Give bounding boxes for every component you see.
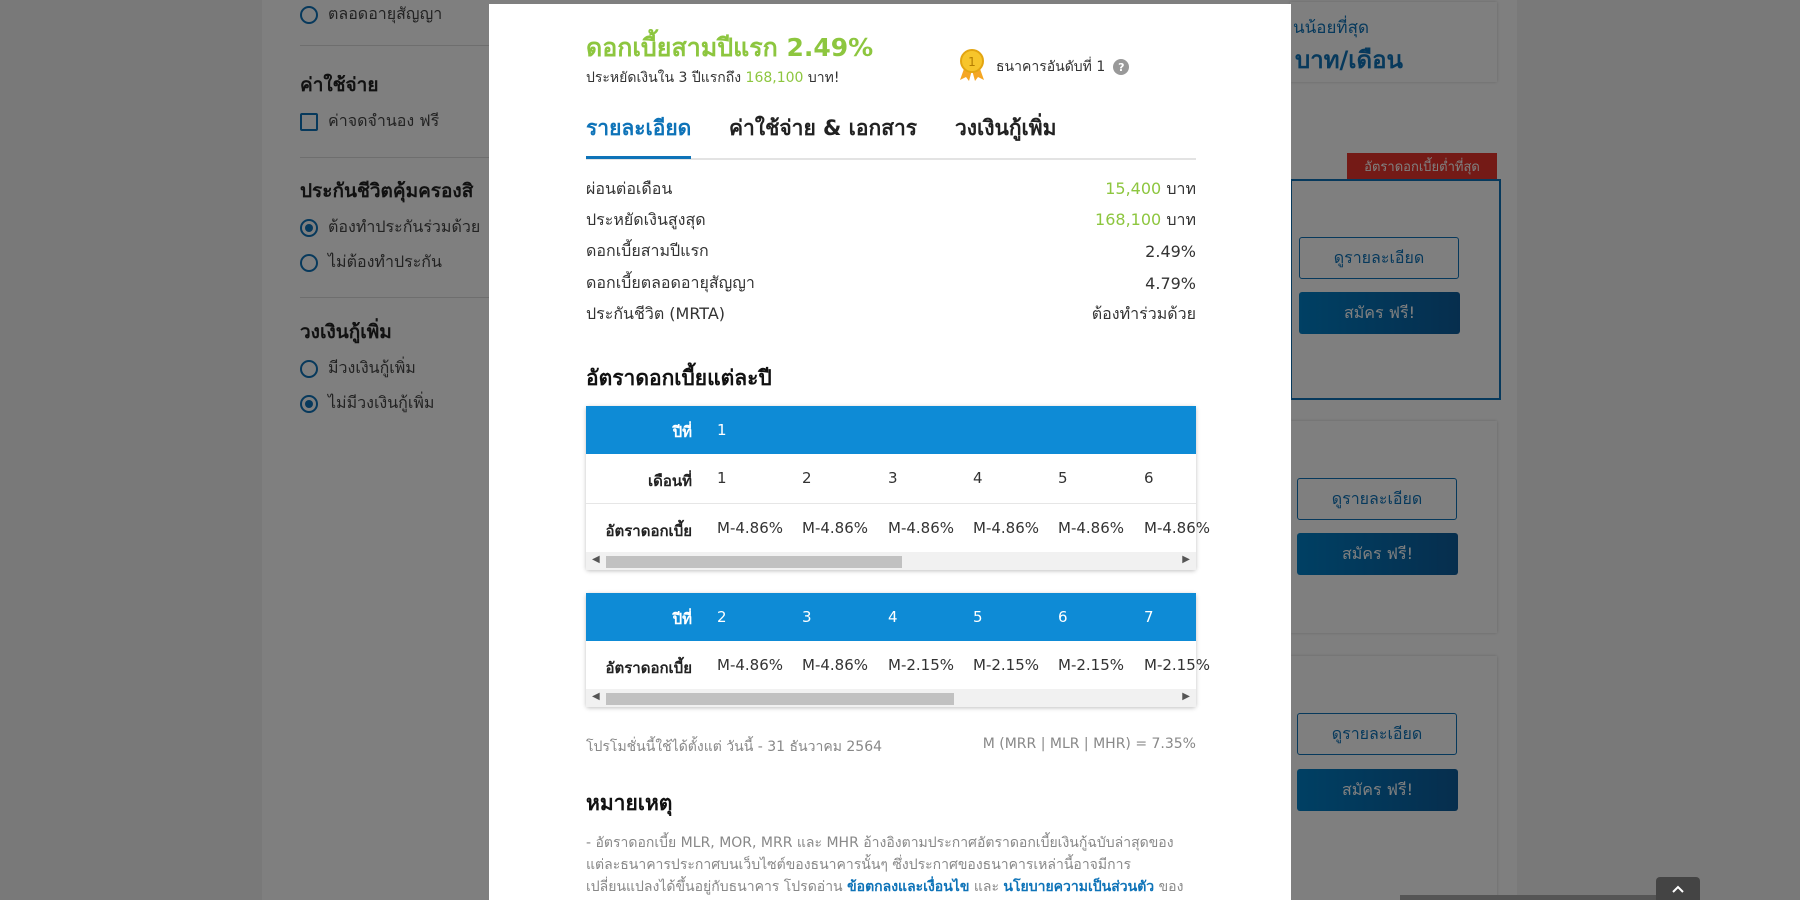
detail-value: 4.79% [1145,273,1196,293]
scroll-right-icon[interactable]: ▶ [1182,691,1190,702]
table-row-rate [586,641,1211,689]
horizontal-scrollbar[interactable] [586,552,1196,570]
detail-label: ผ่อนต่อเดือน [586,178,673,198]
table-row-month [586,454,1196,504]
row-header: อัตราดอกเบี้ย [605,522,692,540]
table-cell: 6 [1144,469,1154,487]
notes-text-part: และ [973,879,999,895]
notes-line [586,876,1196,898]
detail-label: ประกันชีวิต (MRTA) [586,303,726,323]
notes-text-part: เปลี่ยนแปลงได้ขึ้นอยู่กับธนาคาร โปรดอ่าน [586,879,843,895]
table-cell: 5 [973,608,983,626]
detail-row-lifetime-rate [586,270,1196,296]
detail-value [1095,208,1196,233]
savings-summary [586,67,839,89]
yearly-rate-table-1 [586,406,1211,570]
notes-line: - อัตราดอกเบี้ย MLR, MOR, MRR และ MHR อ้างอิงตามประกาศอัตราดอกเบี้ยเงินกู้ฉบับล่าสุดของ [586,835,1174,851]
table-cell: M-4.86% [1144,519,1211,537]
table-cell: M-4.86% [717,656,784,674]
table-cell: 1 [717,421,727,439]
promo-info [586,736,1196,758]
detail-label: ดอกเบี้ยตลอดอายุสัญญา [586,272,755,292]
notes-heading: หมายเหตุ [586,791,673,815]
bank-rank [956,48,1129,86]
terms-link[interactable]: ข้อตกลงและเงื่อนไข [847,879,970,895]
promo-period: โปรโมชั่นนี้ใช้ได้ตั้งแต่ วันนี้ - 31 ธันวาคม 2564 [586,739,883,755]
table-cell: 5 [1058,469,1068,487]
notes-text [586,832,1196,898]
tab-expenses-documents[interactable]: ค่าใช้จ่าย & เอกสาร [729,116,918,140]
row-header: ปีที่ [672,423,692,441]
detail-unit: บาท [1166,178,1196,198]
savings-suffix: บาท! [807,70,840,86]
scroll-left-icon[interactable]: ◀ [592,554,600,565]
detail-value: 2.49% [1145,241,1196,261]
detail-amount: 15,400 [1105,178,1162,198]
detail-row-mrta [586,301,1196,327]
table-cell: 4 [973,469,983,487]
detail-value [1105,177,1196,202]
table-cell: M-4.86% [717,519,784,537]
tab-details[interactable]: รายละเอียด [586,112,691,159]
table-cell: 7 [1144,608,1154,626]
scrollbar-thumb[interactable] [606,693,954,705]
privacy-policy-link[interactable]: นโยบายความเป็นส่วนตัว [1003,879,1155,895]
detail-label: ดอกเบี้ยสามปีแรก [586,240,709,260]
headline: ดอกเบี้ยสามปีแรก 2.49% [586,33,874,62]
table-cell: M-4.86% [973,519,1040,537]
detail-value: ต้องทำร่วมด้วย [1091,303,1196,323]
notes-line: แต่ละธนาคารประกาศบนเว็บไซต์ของธนาคารนั้นๆ ซึ่งประกาศของธนาคารเหล่านี้อาจมีการ [586,857,1131,873]
table-cell: M-2.15% [1058,656,1125,674]
table-cell: M-4.86% [1058,519,1125,537]
row-header: อัตราดอกเบี้ย [605,659,692,677]
table-cell: M-2.15% [1144,656,1211,674]
table-cell: M-4.86% [802,519,869,537]
scrollbar-thumb[interactable] [606,556,902,568]
horizontal-scrollbar[interactable] [586,689,1196,707]
rates-heading: อัตราดอกเบี้ยแต่ละปี [586,366,772,390]
savings-prefix: ประหยัดเงินใน 3 ปีแรกถึง [586,70,742,86]
tab-extra-loan[interactable]: วงเงินกู้เพิ่ม [955,116,1057,140]
detail-unit: บาท [1166,209,1196,229]
detail-label: ประหยัดเงินสูงสุด [586,209,706,229]
offer-detail-modal [489,4,1291,900]
row-header: ปีที่ [672,610,692,628]
detail-row-max-savings [586,207,1196,233]
bank-rank-label: ธนาคารอันดับที่ 1 [996,59,1106,75]
scroll-right-icon[interactable]: ▶ [1182,554,1190,565]
notes-text-part: ของ [1158,879,1184,895]
row-header: เดือนที่ [647,472,692,490]
medal-number: 1 [968,55,976,69]
table-cell: M-2.15% [888,656,955,674]
bottom-bar [1400,895,1700,900]
table-cell: 2 [717,608,727,626]
yearly-rate-table-2 [586,593,1211,707]
detail-row-monthly-payment [586,176,1196,202]
table-cell: M-2.15% [973,656,1040,674]
table-cell: 1 [717,469,727,487]
detail-amount: 168,100 [1095,209,1162,229]
scroll-left-icon[interactable]: ◀ [592,691,600,702]
table-row-year [586,406,1196,454]
table-cell: M-4.86% [888,519,955,537]
reference-rate: M (MRR | MLR | MHR) = 7.35% [982,736,1196,752]
table-cell: 2 [802,469,812,487]
table-cell: M-4.86% [802,656,869,674]
table-cell: 3 [802,608,812,626]
savings-amount: 168,100 [745,70,804,86]
table-cell: 4 [888,608,898,626]
table-cell: 6 [1058,608,1068,626]
detail-row-first-three-years-rate [586,238,1196,264]
medal-icon [956,48,988,86]
scroll-to-top-button[interactable] [1656,877,1700,900]
table-row-year [586,593,1196,641]
help-icon[interactable]: ? [1113,59,1129,75]
chevron-up-icon [1672,882,1684,896]
table-cell: 3 [888,469,898,487]
tab-bar [586,112,1196,160]
table-row-rate [586,504,1211,552]
